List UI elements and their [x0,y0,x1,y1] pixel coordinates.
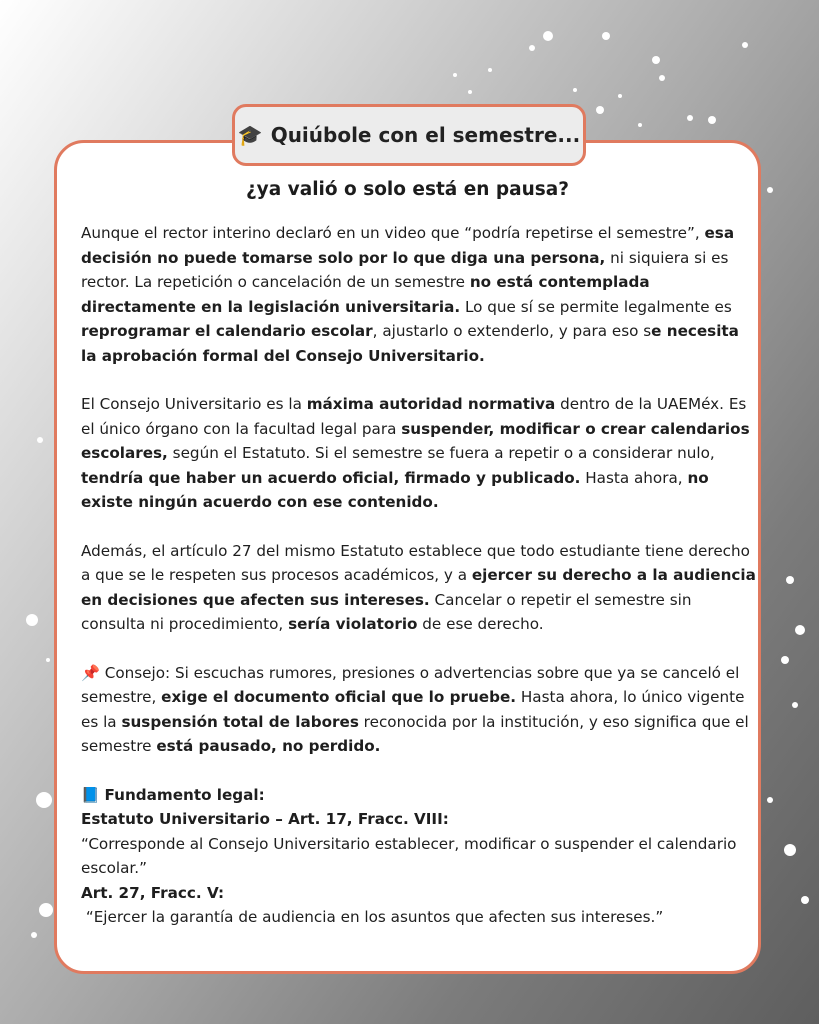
blue-book-icon: 📘 [81,785,100,804]
content-card [54,140,761,974]
art27-heading: Art. 27, Fracc. V: [81,883,225,902]
text: ni siquiera si es rector. La repetición o cancelación de un semestre [81,248,729,291]
subtitle: ¿ya valió o solo está en pausa? [245,179,570,200]
text: Cancelar o repetir el semestre sin consulta ni procedimiento, [81,590,692,633]
art17-heading: Estatuto Universitario – Art. 17, Fracc. VIII: [81,810,449,828]
paragraph-3 [81,539,757,637]
text: 📌 [81,663,105,682]
bold-text: exige el documento oficial que lo pruebe. [161,688,517,706]
paragraph-2 [81,392,757,515]
bold-text: tendría que haber un acuerdo oficial, firmado y publicado. [81,468,581,487]
bold-text: sería violatorio [288,615,418,633]
art27-quote: “Ejercer la garantía de audiencia en los asuntos que afecten sus intereses.” [81,908,664,926]
text: Lo que sí se permite legalmente es [460,297,732,316]
bold-text: máxima autoridad normativa [306,395,556,413]
bold-text: ejercer su derecho a la audiencia en decisiones que afecten sus intereses. [81,566,756,609]
text: de ese derecho. [417,615,544,633]
text: Hasta ahora, lo único vigente es la [81,688,745,731]
legal-heading: Fundamento legal: [104,785,265,804]
art17-quote: “Corresponde al Consejo Universitario establecer, modificar o suspender el calendario escolar.” [81,834,737,877]
bold-text: está pausado, no perdido. [156,737,381,755]
text: , ajustarlo o extenderlo, y para eso s [372,322,652,340]
text: Consejo: Si escuchas rumores, presiones o advertencias sobre que ya se canceló el semestre, [81,663,740,706]
text: reconocida por la institución, y eso significa que el semestre [81,712,749,755]
bold-text: suspender, modificar o crear calendarios escolares, [81,419,750,462]
paragraph-4 [81,661,757,759]
bold-text: e necesita la aprobación formal del Consejo Universitario. [81,322,739,365]
page-title: Quiúbole con el semestre... [270,123,581,147]
paragraph-1 [81,221,757,368]
paragraph-list [81,221,757,759]
legal-basis [81,783,757,930]
text: Hasta ahora, [580,468,688,487]
text: Aunque el rector interino declaró en un video que “podría repetirse el semestre”, [81,224,705,242]
graduation-cap-icon: 🎓 [237,123,263,147]
bold-text: reprogramar el calendario escolar [81,322,373,340]
bold-text: no está contemplada directamente en la legislación universitaria. [81,273,650,316]
bold-text: no existe ningún acuerdo con ese contenido. [81,468,709,511]
text: dentro de la UAEMéx. Es el único órgano con la facultad legal para [81,395,747,438]
text: El Consejo Universitario es la [81,395,307,413]
text: Además, el artículo 27 del mismo Estatuto establece que todo estudiante tiene derecho a que se le respeten sus procesos académicos, y a [81,541,750,584]
bold-text: esa decisión no puede tomarse solo por lo que diga una persona, [81,224,735,267]
body-text [81,221,757,930]
text: según el Estatuto. Si el semestre se fuera a repetir o a considerar nulo, [167,444,715,462]
bold-text: suspensión total de labores [121,712,359,731]
title-banner [232,104,586,166]
